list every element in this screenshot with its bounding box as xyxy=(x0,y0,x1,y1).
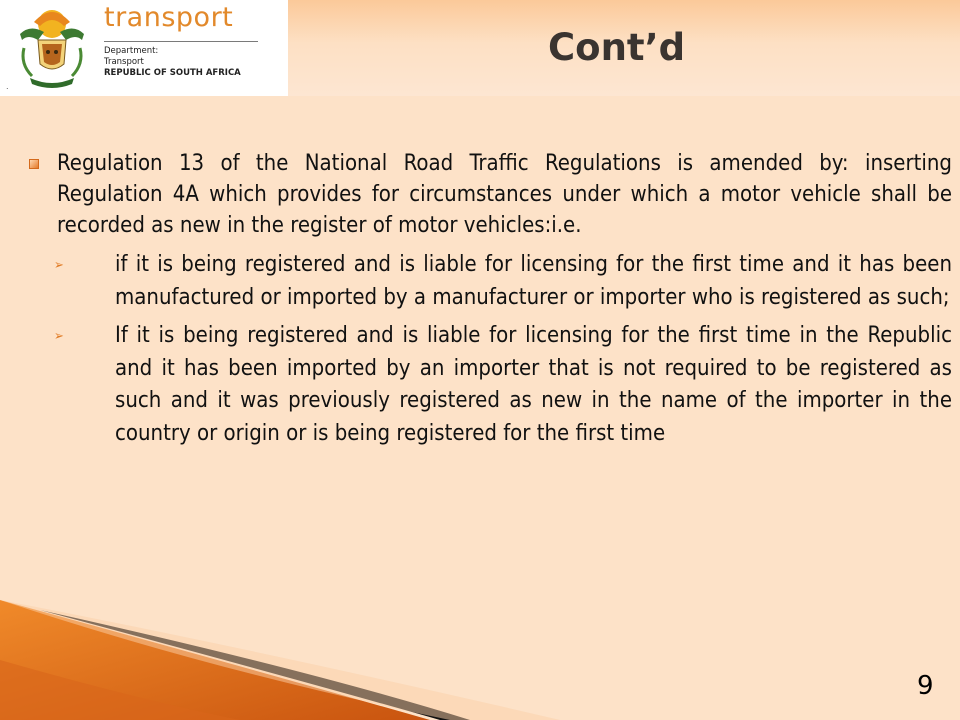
logo-dot: . xyxy=(6,82,9,91)
list-item xyxy=(28,249,952,314)
square-bullet-icon xyxy=(29,159,39,169)
bullet-text: If it is being registered and is liable for licensing for the first time in the Republic and it has been imported by an importer that is not required to be registered as such and it was previously registered as new in the name of the importer in the country or origin or is being registered for the first time xyxy=(115,323,952,446)
department-line: REPUBLIC OF SOUTH AFRICA xyxy=(104,68,241,78)
chevron-bullet-icon: ➢ xyxy=(54,329,64,344)
chevron-bullet-icon: ➢ xyxy=(54,258,64,273)
bullet-text: Regulation 13 of the National Road Traffic Regulations is amended by: inserting Regulation 4A which provides for circumstances under which a motor vehicle shall be recorded as new in the register of motor vehicles:i.e. xyxy=(57,151,952,238)
list-item xyxy=(28,320,952,450)
list-item xyxy=(28,148,952,241)
coat-of-arms-logo xyxy=(14,4,90,90)
department-line: Department: xyxy=(104,46,159,56)
logo-area xyxy=(0,0,288,96)
slide-header xyxy=(0,0,960,96)
department-line: Transport xyxy=(104,57,144,67)
page-number: 9 xyxy=(917,671,934,701)
slide-body xyxy=(28,148,952,456)
decorative-swoosh xyxy=(0,600,960,720)
slide-title: Cont’d xyxy=(548,26,686,69)
brand-divider xyxy=(104,41,258,42)
department-label xyxy=(104,46,241,79)
bullet-text: if it is being registered and is liable for licensing for the first time and it has been manufactured or imported by a manufacturer or importer who is registered as such; xyxy=(115,252,952,310)
brand-name: transport xyxy=(104,2,234,33)
